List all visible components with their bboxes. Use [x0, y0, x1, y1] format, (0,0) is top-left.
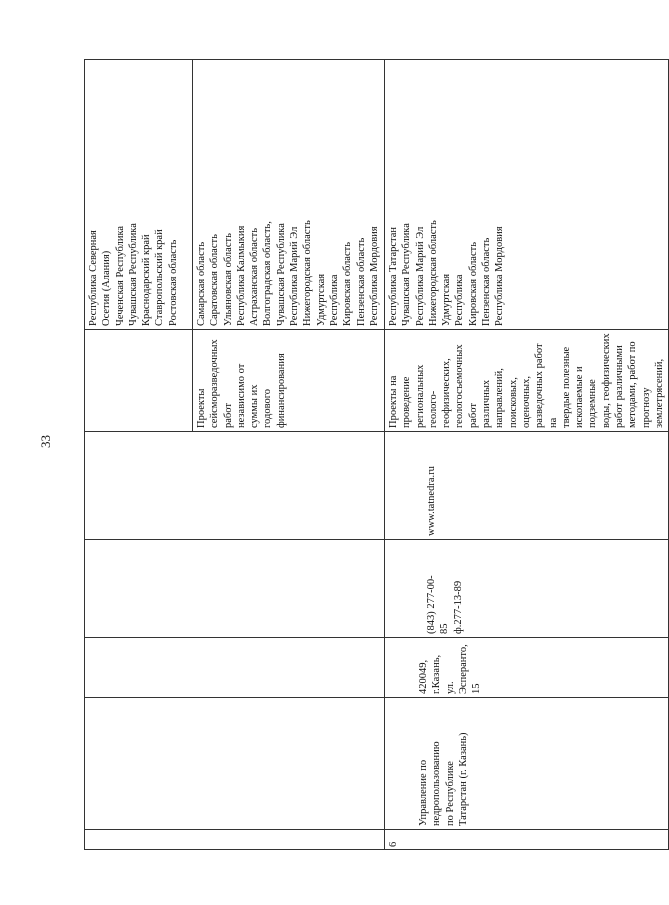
page-number: 33 [38, 435, 53, 448]
table-row-prev-top [85, 59, 193, 849]
cell-num-prev [85, 830, 385, 850]
organization-website: www.tatnedra.ru [426, 466, 437, 536]
cell-regions-prev-top [85, 59, 193, 329]
organization-address: 420049, г.Казань, ул. Эсперанто, 15 [418, 644, 483, 694]
regions-list-6: Республика Татарстан Чувашская Республика Республика Марий Эл Нижегородская область Удмуртская Республика Кировская область Пензенская область Республика Мордовия [388, 220, 506, 326]
cell-address-6 [385, 638, 669, 698]
project-text-6: Проекты на проведение региональных геолого- геофизических, геологосъемочных работ различных направлений, поисковых, оценочных, разведочных работ на твердые полезные ископаемые и подземные воды, геофизических работ различными методами, работ по прогнозу землетрясений, [388, 333, 665, 428]
cell-num-6 [385, 830, 669, 850]
regions-list-prev: Самарская область Саратовская область Ульяновская область Республика Калмыкия Астраханская область Волгоградская область, Чувашская Республика Республика Марий Эл Нижегородская область Удмуртская Республика Кировская область Пензенская область Республика Мордовия [196, 220, 380, 326]
regions-table [84, 59, 669, 850]
cell-phone-prev [85, 540, 385, 638]
rotated-table-wrapper [84, 60, 665, 850]
cell-project-6 [385, 330, 669, 432]
organization-phone: (843) 277-00- 85 ф.277-13-89 [426, 575, 464, 634]
cell-regions-6 [385, 59, 669, 329]
cell-regions-prev [193, 59, 385, 329]
table-row-6 [385, 59, 669, 849]
cell-phone-6 [385, 540, 669, 638]
project-text-prev: Проекты сейсморазведочных работ независимо от суммы их годового финансирования [196, 339, 287, 428]
cell-org-prev [85, 698, 385, 830]
row-number: 6 [388, 841, 399, 847]
organization-name: Управление по недропользованию по Республике Татарстан (г. Казань) [418, 732, 469, 826]
regions-list-prev-top: Республика Северная Осетия (Алания) Чеченская Республика Чувашская Республика Краснодарский край Ставропольский край Ростовская область [88, 223, 179, 326]
cell-org-6 [385, 698, 669, 830]
cell-project-prev-top [85, 330, 193, 432]
cell-project-prev [193, 330, 385, 432]
cell-site-prev [85, 432, 385, 540]
cell-site-6 [385, 432, 669, 540]
cell-address-prev [85, 638, 385, 698]
